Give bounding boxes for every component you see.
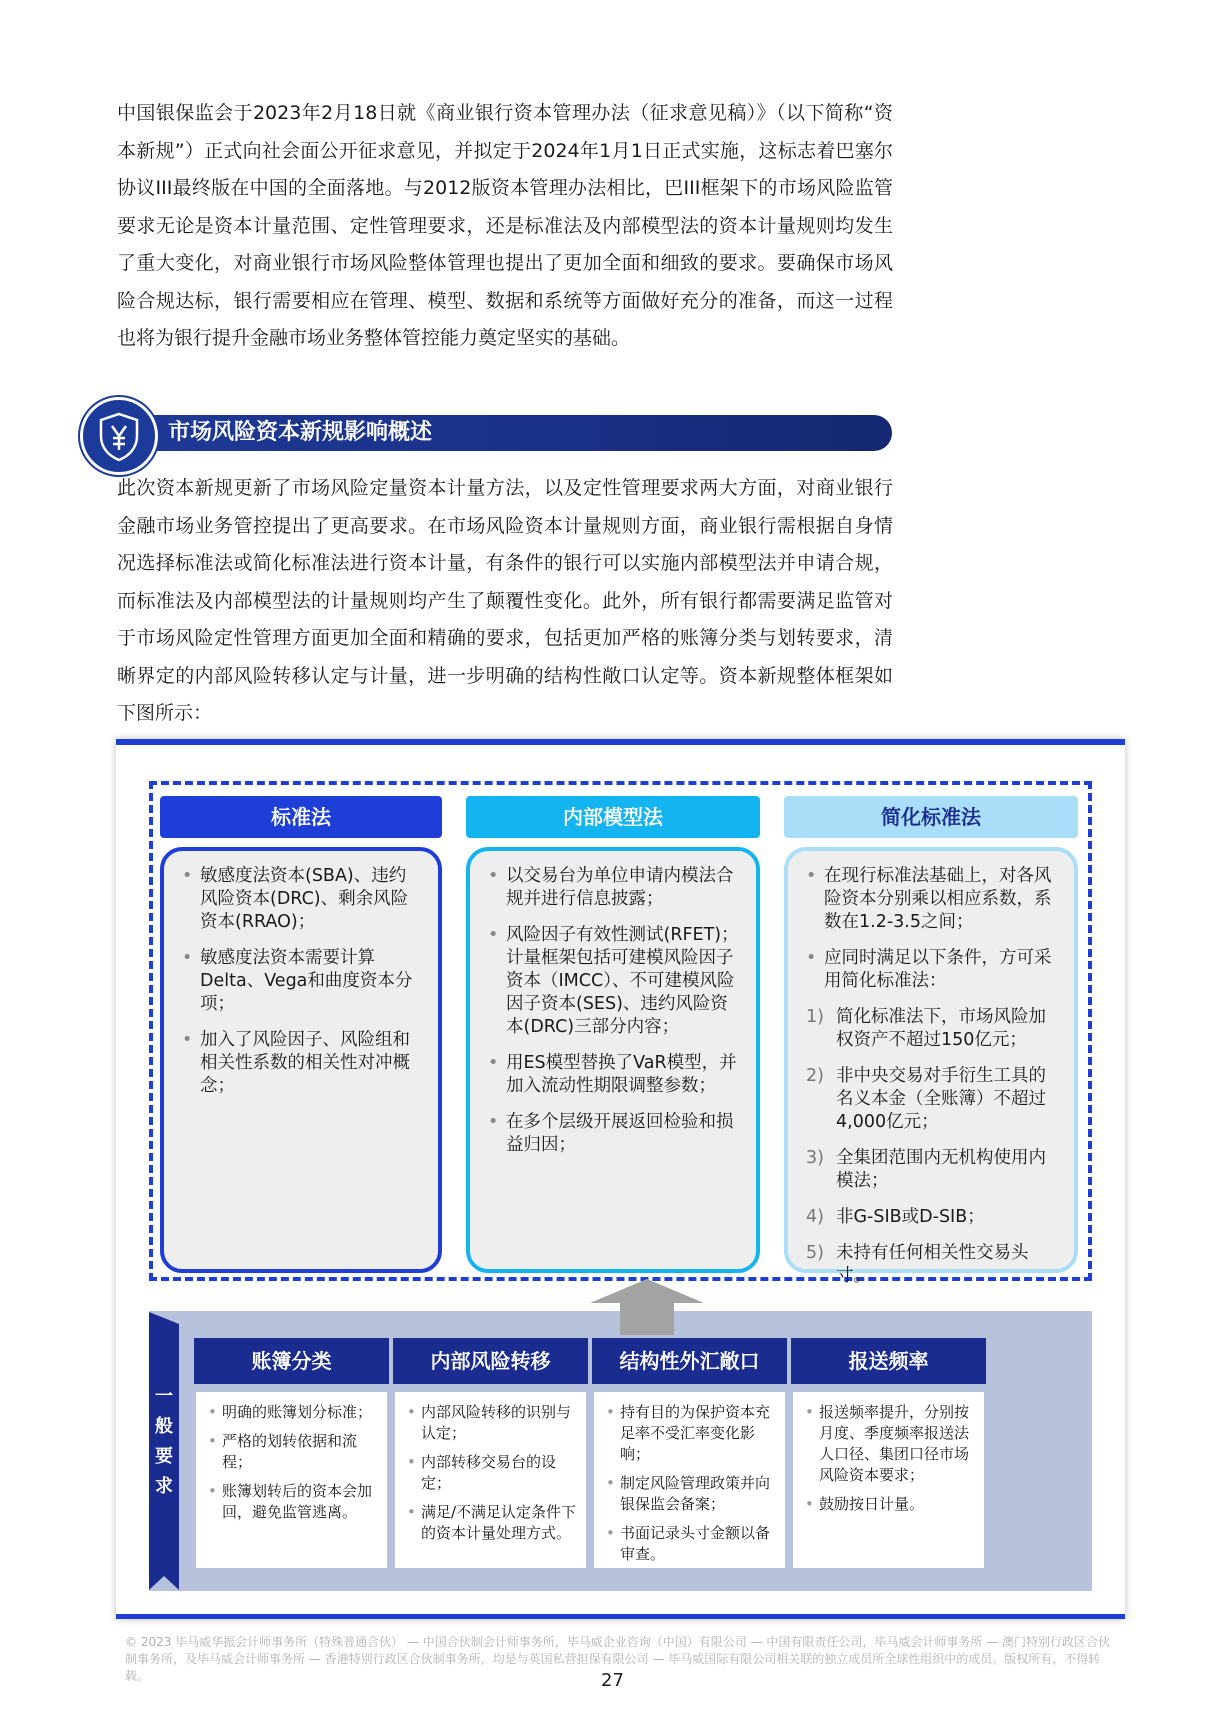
figure-top-rule [116, 739, 1125, 745]
label-char: 要 [155, 1446, 173, 1467]
list-item: • 持有目的为保护资本充足率不受汇率变化影响； [606, 1402, 777, 1465]
list-item: • 加入了风险因子、风险组和相关性系数的相关性对冲概念； [186, 1029, 422, 1098]
general-requirements-label [149, 1312, 179, 1590]
general-header-reporting-frequency: 报送频率 [791, 1338, 986, 1384]
method-header-simplified: 简化标准法 [784, 796, 1078, 838]
list-item: • 以交易台为单位申请内模法合规并进行信息披露； [492, 865, 740, 911]
list-item: • 账簿划转后的资本会加回，避免监管逃离。 [208, 1481, 379, 1523]
list-item: • 鼓励按日计量。 [805, 1494, 976, 1515]
general-header-structural-fx: 结构性外汇敞口 [592, 1338, 787, 1384]
label-char: 一 [155, 1386, 173, 1407]
body-paragraph: 此次资本新规更新了市场风险定量资本计量方法，以及定性管理要求两大方面，对商业银行金融市场业务管控提出了更高要求。在市场风险资本计量规则方面，商业银行需根据自身情况选择标准法或简化标准法进行资本计量，有条件的银行可以实施内部模型法并申请合规，而标准法及内部模型法的计量规则均产生了颠覆性变化。此外，所有银行都需要满足监管对于市场风险定性管理方面更加全面和精确的要求，包括更加严格的账簿分类与划转要求，清晰界定的内部风险转移认定与计量，进一步明确的结构性敞口认定等。资本新规整体框架如下图所示： [117, 477, 893, 724]
condition-item: 1) 简化标准法下，市场风险加权资产不超过150亿元； [806, 1007, 1046, 1050]
list-item: • 用ES模型替换了VaR模型，并加入流动性期限调整参数； [492, 1052, 740, 1098]
condition-item: 5) 未持有任何相关性交易头寸。 [806, 1243, 1029, 1286]
method-header-standard: 标准法 [160, 796, 442, 838]
list-item: • 报送频率提升，分别按月度、季度频率报送法人口径、集团口径市场风险资本要求； [805, 1402, 976, 1486]
list-item: • 风险因子有效性测试(RFET)；计量框架包括可建模风险因子资本（IMCC）、不可建模风险因子资本(SES)、违约风险资本(DRC)三部分内容； [492, 924, 740, 1039]
condition-item: 3) 全集团范围内无机构使用内模法； [806, 1148, 1046, 1191]
list-item: • 满足/不满足认定条件下的资本计量处理方式。 [407, 1502, 578, 1544]
list-item: • 在多个层级开展返回检验和损益归因； [492, 1111, 740, 1157]
general-header-book-classification: 账簿分类 [194, 1338, 389, 1384]
copyright-footer: © 2023 毕马威华振会计师事务所（特殊普通合伙） — 中国合伙制会计师事务所，毕马威企业咨询（中国）有限公司 — 中国有限责任公司，毕马威会计师事务所 — 澳门特别行政区合伙制事务所，及毕马威会计师事务所 — 香港特别行政区合伙制事务所，均是与英国私营担保有限公司 — 毕马威国际有限公司相关联的独立成员所全球性组织中的成员。版权所有，不得转载。 [125, 1635, 1111, 1683]
label-char: 求 [155, 1476, 173, 1497]
general-header-internal-risk-transfer: 内部风险转移 [393, 1338, 588, 1384]
list-item: • 敏感度法资本需要计算Delta、Vega和曲度资本分项； [186, 947, 422, 1016]
list-item: • 在现行标准法基础上，对各风险资本分别乘以相应系数，系数在1.2-3.5之间； [810, 865, 1058, 934]
list-item: • 制定风险管理政策并向银保监会备案； [606, 1473, 777, 1515]
list-item: • 明确的账簿划分标准； [208, 1402, 379, 1423]
method-header-internal-model: 内部模型法 [466, 796, 760, 838]
page-number: 27 [601, 1670, 624, 1691]
condition-item: 2) 非中央交易对手衍生工具的名义本金（全账簿）不超过4,000亿元； [806, 1066, 1046, 1132]
list-item: • 书面记录头寸金额以备审查。 [606, 1523, 777, 1565]
up-arrow-icon [582, 1279, 712, 1339]
method-box-simplified [784, 847, 1078, 1286]
list-item: • 应同时满足以下条件，方可采用简化标准法： [810, 947, 1058, 993]
general-box-book-classification [194, 1390, 389, 1570]
general-box-internal-risk-transfer [393, 1390, 588, 1570]
general-box-reporting-frequency [791, 1390, 986, 1570]
intro-paragraph: 中国银保监会于2023年2月18日就《商业银行资本管理办法（征求意见稿）》（以下简称“资本新规”）正式向社会面公开征求意见，并拟定于2024年1月1日正式实施，这标志着巴塞尔协议III最终版在中国的全面落地。与2012版资本管理办法相比，巴III框架下的市场风险监管要求无论是资本计量范围、定性管理要求，还是标准法及内部模型法的资本计量规则均发生了重大变化，对商业银行市场风险整体管理也提出了更加全面和细致的要求。要确保市场风险合规达标，银行需要相应在管理、模型、数据和系统等方面做好充分的准备，而这一过程也将为银行提升金融市场业务整体管控能力奠定坚实的基础。 [117, 102, 893, 349]
condition-item: 4) 非G-SIB或D-SIB； [806, 1207, 985, 1227]
method-box-standard [160, 847, 442, 1273]
figure-bottom-rule [116, 1614, 1125, 1619]
list-item: • 敏感度法资本(SBA)、违约风险资本(DRC)、剩余风险资本(RRAO)； [186, 865, 422, 934]
section-title: 市场风险资本新规影响概述 [168, 420, 433, 445]
list-item: • 内部转移交易台的设定； [407, 1452, 578, 1494]
list-item: • 严格的划转依据和流程； [208, 1431, 379, 1473]
method-box-internal-model [466, 847, 760, 1273]
list-item: • 内部风险转移的识别与认定； [407, 1402, 578, 1444]
framework-figure [116, 739, 1125, 1619]
general-box-structural-fx [592, 1390, 787, 1570]
section-header [80, 410, 892, 456]
yen-shield-icon [80, 397, 158, 475]
label-char: 般 [155, 1416, 173, 1437]
